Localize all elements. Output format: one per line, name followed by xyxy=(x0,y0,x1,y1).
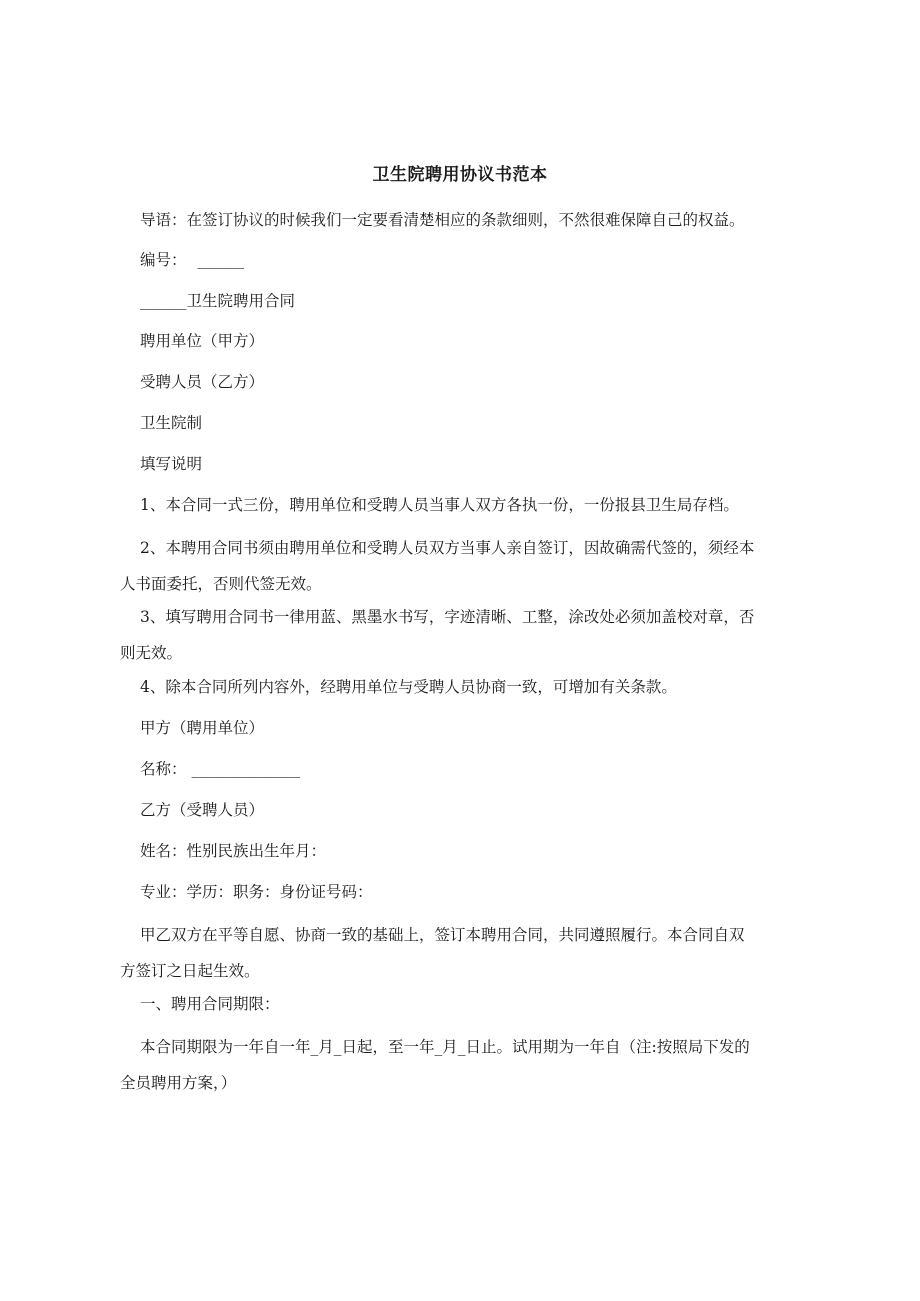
party-a-name-blank: ______________ xyxy=(191,760,300,778)
contract-number-line xyxy=(140,242,820,278)
contract-title-line: ______卫生院聘用合同 xyxy=(140,292,296,310)
party-a-unit-line: 聘用单位（甲方） xyxy=(140,332,265,350)
instruction-item-2-line-2: 人书面委托，否则代签无效。 xyxy=(120,575,322,593)
contract-term-paragraph xyxy=(120,1029,820,1101)
contract-term-line-1: 本合同期限为一年自一年_月_日起，至一年_月_日止。试用期为一年自（注:按照局下发的 xyxy=(140,1038,750,1056)
section-1-heading: 一、聘用合同期限： xyxy=(140,995,280,1013)
intro-paragraph: 导语：在签订协议的时候我们一定要看清楚相应的条款细则，不然很难保障自己的权益。 xyxy=(140,211,745,229)
party-a-heading: 甲方（聘用单位） xyxy=(140,719,265,737)
instruction-item-1: 1、本合同一式三份，聘用单位和受聘人员当事人双方各执一份，一份报县卫生局存档。 xyxy=(140,496,739,514)
agreement-line-1: 甲乙双方在平等自愿、协商一致的基础上，签订本聘用合同，共同遵照履行。本合同自双 xyxy=(140,926,745,944)
agreement-line-2: 方签订之日起生效。 xyxy=(120,962,260,980)
instructions-heading: 填写说明 xyxy=(140,455,203,473)
contract-number-blank: ______ xyxy=(197,251,244,269)
contract-term-line-2: 全员聘用方案，） xyxy=(120,1074,237,1092)
instruction-item-4: 4、除本合同所列内容外，经聘用单位与受聘人员协商一致，可增加有关条款。 xyxy=(140,678,677,696)
document-title: 卫生院聘用协议书范本 xyxy=(372,165,548,185)
issuer-line: 卫生院制 xyxy=(140,414,203,432)
instruction-item-3-line-1: 3、填写聘用合同书一律用蓝、黑墨水书写，字迹清晰、工整，涂改处必须加盖校对章，否 xyxy=(140,608,755,626)
person-fields-line-1: 姓名：性别民族出生年月： xyxy=(140,842,327,860)
agreement-paragraph xyxy=(120,917,820,989)
person-fields-line-2: 专业：学历：职务：身份证号码： xyxy=(140,883,373,901)
instruction-item-3 xyxy=(120,599,820,671)
party-b-person-line: 受聘人员（乙方） xyxy=(140,373,265,391)
party-a-name-label: 名称： xyxy=(140,760,187,778)
instruction-item-3-line-2: 则无效。 xyxy=(120,644,183,662)
party-b-heading: 乙方（受聘人员） xyxy=(140,801,265,819)
party-a-name-line xyxy=(140,751,820,787)
instruction-item-2 xyxy=(120,530,820,602)
contract-number-label: 编号： xyxy=(140,251,187,269)
instruction-item-2-line-1: 2、本聘用合同书须由聘用单位和受聘人员双方当事人亲自签订，因故确需代签的，须经本 xyxy=(140,539,755,557)
